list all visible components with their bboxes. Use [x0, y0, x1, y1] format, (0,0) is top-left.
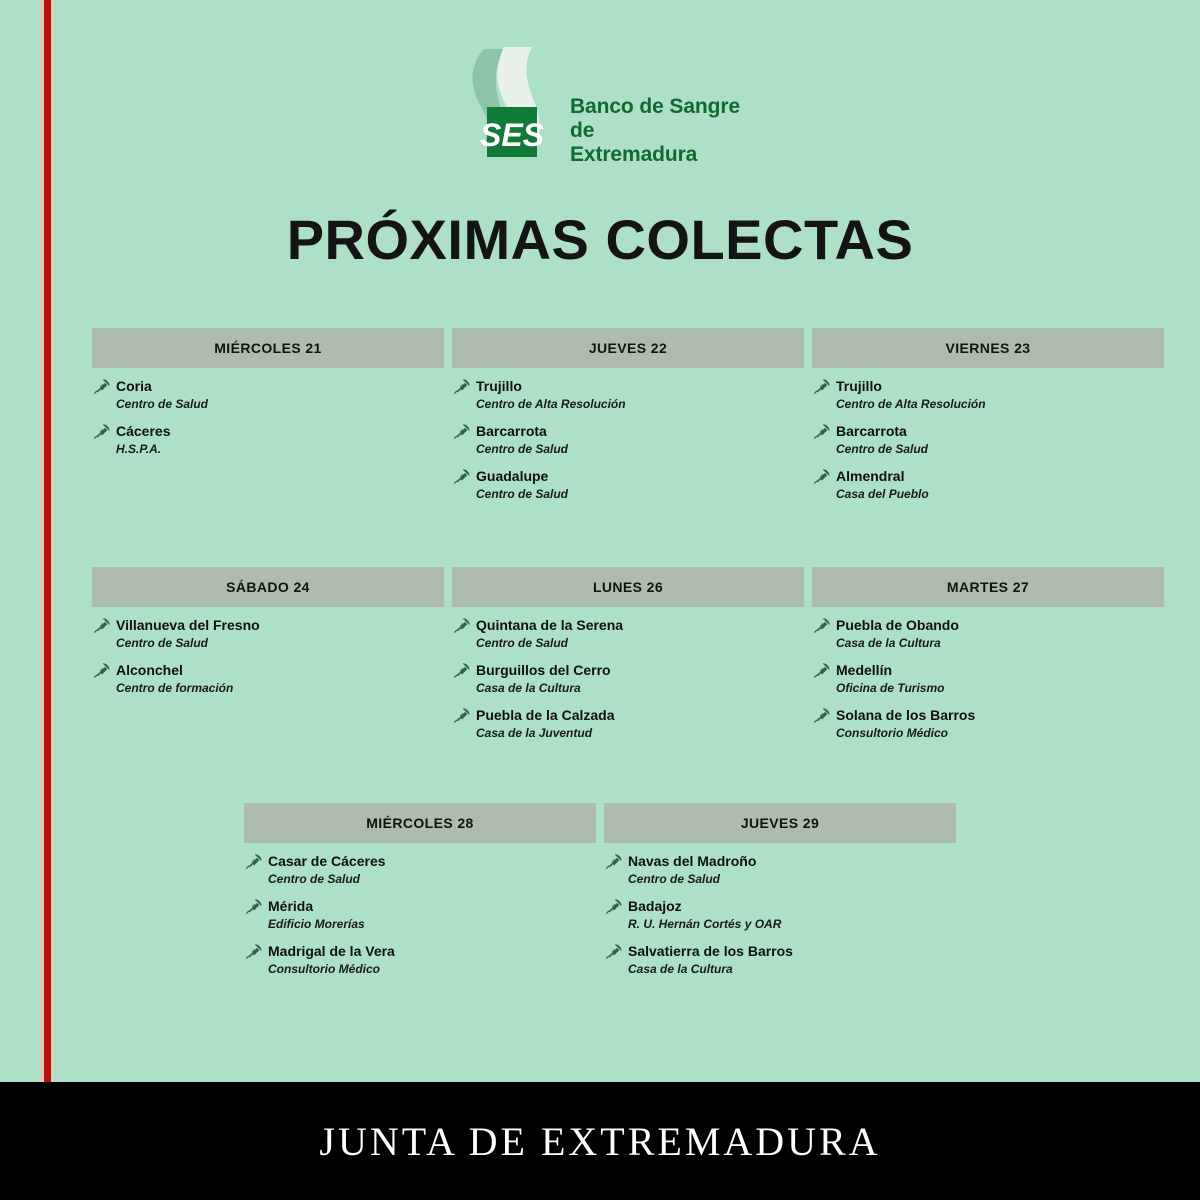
collection-town-name: Puebla de la Calzada: [476, 707, 615, 724]
syringe-icon: [812, 422, 832, 442]
collection-town-name: Coria: [116, 378, 152, 395]
collection-entry: [244, 897, 596, 932]
collection-town-line: [244, 942, 596, 962]
collection-venue-name: Centro de Salud: [268, 872, 361, 886]
collection-town-name: Almendral: [836, 468, 905, 485]
ses-logo-mark-icon: [460, 45, 556, 167]
syringe-icon: [812, 377, 832, 397]
collection-town-line: [452, 661, 804, 681]
syringe-icon: [604, 897, 624, 917]
collection-entry: [812, 377, 1164, 412]
syringe-icon: [452, 377, 472, 397]
collection-town-name: Navas del Madroño: [628, 853, 757, 870]
collection-venue-name: Centro de Salud: [116, 397, 209, 411]
collection-town-line: [92, 661, 444, 681]
collection-town-line: [812, 377, 1164, 397]
collection-venue-name: H.S.P.A.: [116, 442, 162, 456]
syringe-icon: [92, 661, 112, 681]
collection-entry: [452, 661, 804, 696]
syringe-icon: [812, 706, 832, 726]
collection-venue-name: Consultorio Médico: [836, 726, 948, 740]
syringe-icon: [244, 942, 264, 962]
collection-town-name: Barcarrota: [476, 423, 547, 440]
collection-town-name: Casar de Cáceres: [268, 853, 386, 870]
footer-bar: [0, 1082, 1200, 1200]
collection-entry: [812, 422, 1164, 457]
collection-town-line: [244, 852, 596, 872]
syringe-icon: [92, 422, 112, 442]
collection-venue-name: Centro de Salud: [476, 442, 569, 456]
page-title-part-1: PRÓXIMAS: [286, 208, 590, 271]
collection-venue-name: Casa de la Juventud: [476, 726, 593, 740]
collection-entry: [812, 467, 1164, 502]
collection-town-line: [604, 942, 956, 962]
day-column: [92, 567, 444, 741]
collection-venue-name: Centro de formación: [116, 681, 234, 695]
collection-town-line: [92, 422, 444, 442]
collection-entry: [92, 422, 444, 457]
collection-town-name: Solana de los Barros: [836, 707, 976, 724]
collection-town-name: Medellín: [836, 662, 893, 679]
svg-text:SES: SES: [479, 117, 544, 153]
page-title-part-2: COLECTAS: [605, 208, 914, 271]
syringe-icon: [604, 852, 624, 872]
collection-entry: [244, 852, 596, 887]
collection-town-line: [92, 377, 444, 397]
collection-venue-name: Centro de Alta Resolución: [476, 397, 626, 411]
syringe-icon: [812, 616, 832, 636]
day-column: [244, 803, 596, 977]
day-column: [812, 567, 1164, 741]
day-column: [92, 328, 444, 502]
collection-town-line: [244, 897, 596, 917]
collection-town-name: Quintana de la Serena: [476, 617, 624, 634]
collection-entry: [604, 942, 956, 977]
collection-town-name: Villanueva del Fresno: [116, 617, 260, 634]
collection-town-name: Trujillo: [836, 378, 882, 395]
collection-entry: [604, 852, 956, 887]
page-title: [0, 208, 1200, 271]
logo-line-1: Banco de Sangre: [569, 95, 741, 118]
collection-venue-name: Consultorio Médico: [268, 962, 380, 976]
collection-town-line: [452, 422, 804, 442]
collection-entry: [604, 897, 956, 932]
day-collection-list: [244, 843, 596, 977]
syringe-icon: [812, 661, 832, 681]
collection-town-name: Mérida: [268, 898, 314, 915]
collection-town-line: [604, 852, 956, 872]
collection-entry: [452, 377, 804, 412]
collection-town-name: Madrigal de la Vera: [268, 943, 395, 960]
collection-town-name: Barcarrota: [836, 423, 907, 440]
day-header: MIÉRCOLES 21: [92, 328, 444, 368]
footer-institution-label: JUNTA DE EXTREMADURA: [319, 1118, 881, 1164]
day-column: [812, 328, 1164, 502]
collection-venue-name: Centro de Salud: [476, 487, 569, 501]
day-collection-list: [812, 368, 1164, 502]
day-collection-list: [92, 607, 444, 696]
day-header: LUNES 26: [452, 567, 804, 607]
day-header: JUEVES 22: [452, 328, 804, 368]
day-column: [452, 567, 804, 741]
day-collection-list: [92, 368, 444, 457]
syringe-icon: [452, 422, 472, 442]
day-collection-list: [452, 368, 804, 502]
collection-town-name: Cáceres: [116, 423, 171, 440]
collection-venue-name: Centro de Alta Resolución: [836, 397, 986, 411]
syringe-icon: [452, 467, 472, 487]
collection-entry: [244, 942, 596, 977]
day-header: SÁBADO 24: [92, 567, 444, 607]
collection-town-line: [812, 661, 1164, 681]
day-column: [452, 328, 804, 502]
collection-entry: [812, 616, 1164, 651]
syringe-icon: [452, 616, 472, 636]
collection-town-line: [812, 616, 1164, 636]
collection-venue-name: Casa de la Cultura: [836, 636, 941, 650]
syringe-icon: [244, 897, 264, 917]
collection-town-name: Guadalupe: [476, 468, 549, 485]
collection-town-name: Trujillo: [476, 378, 522, 395]
collection-town-line: [92, 616, 444, 636]
collection-venue-name: Oficina de Turismo: [836, 681, 945, 695]
collection-town-line: [452, 377, 804, 397]
collection-venue-name: Centro de Salud: [628, 872, 721, 886]
collection-town-line: [452, 616, 804, 636]
day-collection-list: [812, 607, 1164, 741]
collection-entry: [452, 467, 804, 502]
collection-venue-name: Centro de Salud: [836, 442, 929, 456]
syringe-icon: [452, 706, 472, 726]
logo-line-2: de: [569, 118, 595, 142]
collection-town-line: [812, 467, 1164, 487]
day-column: [604, 803, 956, 977]
schedule-row-2: [0, 567, 1200, 741]
collection-town-name: Puebla de Obando: [836, 617, 959, 634]
collection-entry: [812, 661, 1164, 696]
syringe-icon: [244, 852, 264, 872]
collection-entry: [92, 661, 444, 696]
collection-town-line: [604, 897, 956, 917]
schedule-row-3: [0, 803, 1200, 977]
syringe-icon: [812, 467, 832, 487]
logo-line-3: Extremadura: [569, 142, 698, 166]
collection-town-name: Burguillos del Cerro: [476, 662, 611, 679]
collection-venue-name: R. U. Hernán Cortés y OAR: [628, 917, 782, 931]
collection-town-line: [812, 706, 1164, 726]
collection-entry: [452, 422, 804, 457]
collection-venue-name: Centro de Salud: [116, 636, 209, 650]
collection-entry: [452, 616, 804, 651]
syringe-icon: [452, 661, 472, 681]
schedule-row-1: [0, 328, 1200, 502]
syringe-icon: [92, 616, 112, 636]
collection-venue-name: Casa del Pueblo: [836, 487, 929, 501]
day-header: MIÉRCOLES 28: [244, 803, 596, 843]
collection-entry: [452, 706, 804, 741]
collection-entry: [92, 616, 444, 651]
syringe-icon: [604, 942, 624, 962]
day-header: VIERNES 23: [812, 328, 1164, 368]
collection-venue-name: Centro de Salud: [476, 636, 569, 650]
collection-town-line: [452, 467, 804, 487]
day-header: JUEVES 29: [604, 803, 956, 843]
logo-wordmark: [570, 45, 740, 167]
collection-venue-name: Casa de la Cultura: [476, 681, 581, 695]
collection-town-line: [812, 422, 1164, 442]
collection-town-name: Alconchel: [116, 662, 183, 679]
day-collection-list: [452, 607, 804, 741]
collection-town-name: Badajoz: [628, 898, 682, 915]
collection-venue-name: Casa de la Cultura: [628, 962, 733, 976]
collection-town-name: Salvatierra de los Barros: [628, 943, 793, 960]
syringe-icon: [92, 377, 112, 397]
day-collection-list: [604, 843, 956, 977]
collection-entry: [812, 706, 1164, 741]
collection-venue-name: Edificio Morerías: [268, 917, 365, 931]
day-header: MARTES 27: [812, 567, 1164, 607]
collection-entry: [92, 377, 444, 412]
organization-logo: [0, 45, 1200, 167]
collection-town-line: [452, 706, 804, 726]
